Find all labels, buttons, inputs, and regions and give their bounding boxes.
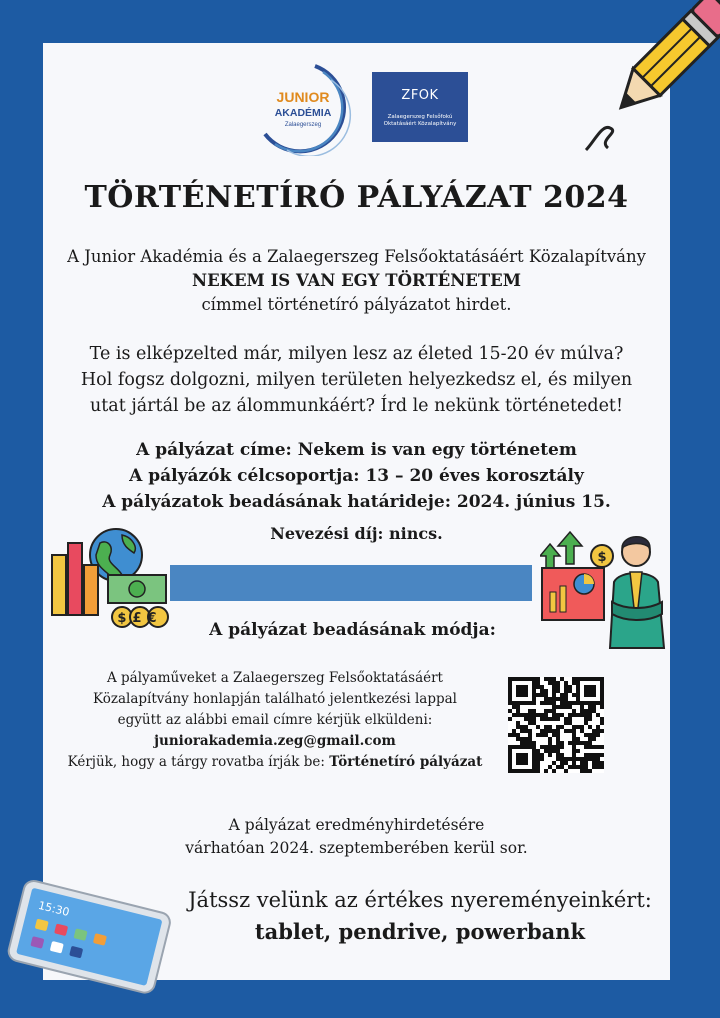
prizes-list: tablet, pendrive, powerbank (254, 919, 586, 944)
junior-logo-text: JUNIOR (276, 89, 330, 105)
submission-subject-line (50, 752, 500, 773)
question-line: Hol fogsz dolgozni, milyen területen helyezkedsz el, és milyen (80, 370, 633, 390)
question-line: Te is elképzelted már, milyen lesz az életed 15-20 év múlva? (89, 344, 624, 364)
zalaegerszeg-logo-text: Zalaegerszeg (284, 122, 322, 128)
submission-instructions (50, 668, 500, 773)
tablet-time-text: 15:30 (36, 898, 71, 920)
results-line: A pályázat eredményhirdetésére (228, 816, 485, 834)
subject-prefix: Kérjük, hogy a tárgy rovatba írják be: (67, 754, 330, 770)
prizes-paragraph (150, 884, 690, 948)
subject-value: Történetíró pályázat (329, 754, 483, 770)
businessman-illustration-icon (540, 530, 675, 650)
results-paragraph (43, 814, 670, 860)
intro-line: címmel történetíró pályázatot hirdet. (201, 295, 512, 314)
zfok-logo (372, 72, 468, 142)
finance-charts-illustration-icon (48, 525, 172, 635)
zfok-logo-subtitle: Zalaegerszeg Felsőfokú Oktatásáért Közalapítvány (383, 114, 457, 127)
zfok-logo-title: ZFOK (401, 88, 439, 103)
entry-fee: Nevezési díj: nincs. (270, 524, 443, 543)
submission-line: együtt az alábbi email címre kérjük elküldeni: (117, 712, 433, 728)
tablet-illustration-icon (0, 878, 180, 998)
detail-deadline-line: A pályázatok beadásának határideje: 2024. június 15. (102, 492, 611, 512)
junior-akademia-logo (253, 60, 359, 156)
question-line: utat jártál be az álommunkáért? Írd le nekünk történetedet! (89, 396, 623, 416)
page-title: TÖRTÉNETÍRÓ PÁLYÁZAT 2024 (84, 180, 629, 215)
junior-logo-swoosh-icon (253, 60, 359, 156)
blue-divider-bar (170, 565, 532, 601)
money-symbols-text: $£€ (117, 611, 163, 626)
svg-text:$: $ (597, 550, 607, 565)
submission-line: Közalapítvány honlapján található jelentkezési lappal (93, 691, 457, 707)
detail-target-line: A pályázók célcsoportja: 13 – 20 éves korosztály (129, 466, 584, 486)
results-line: várhatóan 2024. szeptemberében kerül sor. (185, 839, 528, 857)
submission-line: A pályaműveket a Zalaegerszeg Felsőoktatásáért (107, 670, 443, 686)
qr-code[interactable] (508, 677, 604, 773)
intro-contest-name: NEKEM IS VAN EGY TÖRTÉNETEM (191, 271, 521, 290)
intro-paragraph (43, 245, 670, 317)
submission-heading: A pályázat beadásának módja: (209, 620, 496, 640)
akademia-logo-text: AKADÉMIA (274, 107, 332, 119)
qr-code-icon (508, 677, 604, 773)
question-paragraph (43, 341, 670, 419)
details-paragraph (43, 437, 670, 515)
pencil-icon (580, 0, 720, 160)
intro-line: A Junior Akadémia és a Zalaegerszeg Felsőoktatásáért Közalapítvány (67, 247, 646, 266)
submission-email[interactable]: juniorakademia.zeg@gmail.com (154, 733, 396, 749)
detail-title-line: A pályázat címe: Nekem is van egy történetem (136, 440, 577, 460)
prizes-intro: Játssz velünk az értékes nyereményeinkért: (188, 888, 652, 912)
